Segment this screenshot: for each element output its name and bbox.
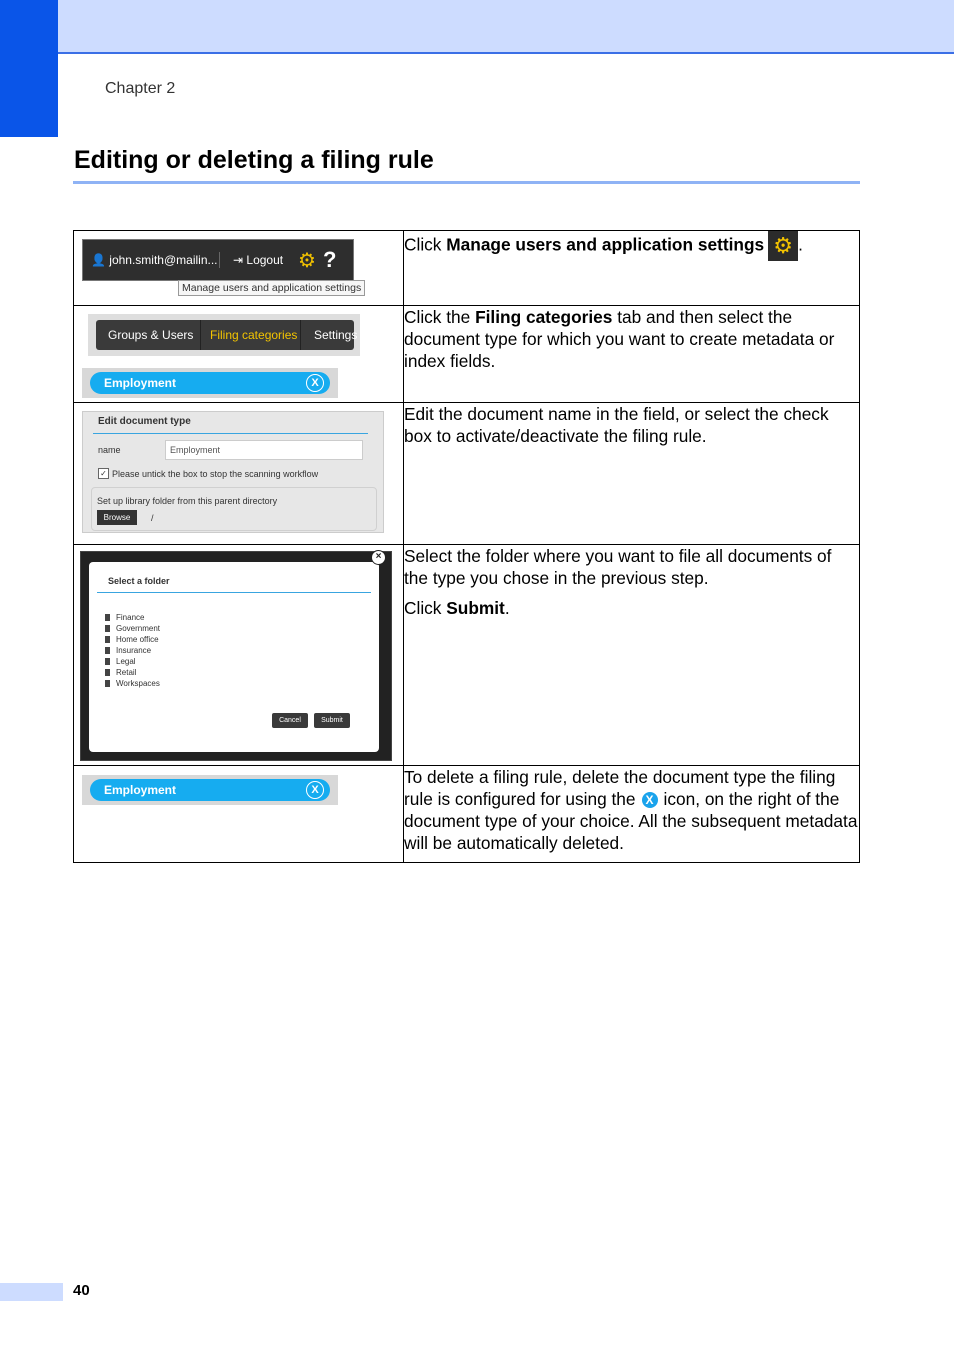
instruction-bold: Submit bbox=[446, 598, 505, 618]
document-type-row bbox=[82, 368, 338, 398]
step-screenshot bbox=[74, 231, 404, 306]
step-instruction bbox=[404, 766, 860, 863]
checkbox-label: Please untick the box to stop the scanning workflow bbox=[112, 469, 319, 479]
folder-icon bbox=[105, 636, 110, 643]
folder-item[interactable]: Legal bbox=[105, 657, 136, 666]
chapter-label: Chapter 2 bbox=[105, 80, 176, 97]
dialog-heading: Select a folder bbox=[108, 576, 170, 586]
logout-button[interactable]: ⇥ Logout bbox=[233, 253, 284, 267]
document-type-label: Employment bbox=[104, 783, 177, 797]
workspace-icon bbox=[105, 680, 110, 687]
folder-item[interactable]: Finance bbox=[105, 613, 144, 622]
name-value: Employment bbox=[170, 445, 221, 455]
header-band bbox=[0, 0, 954, 54]
instruction-text: To delete a filing rule, delete the document type the filing rule is configured for using the bbox=[404, 767, 836, 809]
step-screenshot bbox=[74, 306, 404, 403]
title-underline bbox=[73, 181, 860, 184]
tooltip: Manage users and application settings bbox=[178, 280, 365, 296]
delete-icon[interactable]: X bbox=[306, 781, 324, 799]
tab-bar bbox=[96, 320, 358, 350]
folder-icon bbox=[105, 647, 110, 654]
section-title: Editing or deleting a filing rule bbox=[74, 146, 434, 174]
instruction-text: . bbox=[798, 234, 803, 255]
account-toolbar bbox=[82, 239, 354, 281]
folder-item[interactable]: Retail bbox=[105, 668, 136, 677]
step-instruction bbox=[404, 403, 860, 545]
step-row bbox=[74, 306, 860, 403]
dialog-overlay bbox=[80, 551, 392, 761]
instruction-text: tab and then select the document type for which you want to create metadata or index fields. bbox=[404, 307, 835, 371]
library-label: Set up library folder from this parent directory bbox=[97, 496, 278, 506]
gear-icon[interactable]: ⚙ bbox=[298, 250, 316, 272]
name-input[interactable] bbox=[165, 440, 363, 460]
edit-document-type-panel bbox=[82, 411, 384, 533]
instruction-text: Select the folder where you want to file all documents of the type you chose in the previous step. bbox=[404, 546, 832, 588]
panel-heading: Edit document type bbox=[98, 416, 191, 427]
cancel-button[interactable]: Cancel bbox=[272, 713, 308, 728]
document-type-row bbox=[82, 775, 338, 805]
folder-item[interactable]: Workspaces bbox=[105, 679, 160, 688]
panel-rule bbox=[93, 433, 368, 434]
delete-icon: X bbox=[642, 792, 658, 808]
tabs-screenshot bbox=[88, 314, 360, 356]
select-folder-dialog bbox=[89, 562, 379, 752]
tab-divider bbox=[300, 320, 301, 350]
tab-settings[interactable]: Settings bbox=[314, 328, 358, 342]
step-row bbox=[74, 403, 860, 545]
instruction-text: Click the bbox=[404, 307, 476, 327]
folder-item[interactable]: Home office bbox=[105, 635, 159, 644]
toolbar-screenshot bbox=[82, 239, 364, 299]
tab-filing-categories[interactable]: Filing categories bbox=[210, 328, 298, 342]
folder-item[interactable]: Government bbox=[105, 624, 160, 633]
instruction-bold: Manage users and application settings bbox=[446, 234, 765, 255]
document-type-label: Employment bbox=[104, 376, 177, 390]
toolbar-divider bbox=[219, 252, 220, 268]
dialog-rule bbox=[97, 592, 371, 593]
instruction-bold: Filing categories bbox=[475, 307, 613, 327]
step-instruction bbox=[404, 545, 860, 766]
step-instruction bbox=[404, 306, 860, 403]
gear-icon: ⚙ bbox=[768, 231, 798, 261]
folder-icon bbox=[105, 669, 110, 676]
active-checkbox[interactable]: ✓ bbox=[98, 468, 109, 479]
folder-path: / bbox=[151, 513, 154, 523]
step-instruction bbox=[404, 231, 860, 306]
steps-table bbox=[73, 230, 860, 863]
folder-item[interactable]: Insurance bbox=[105, 646, 151, 655]
tab-groups-users[interactable]: Groups & Users bbox=[108, 328, 194, 342]
step-screenshot bbox=[74, 766, 404, 863]
user-label[interactable]: 👤 john.smith@mailin... bbox=[91, 253, 218, 267]
document-type-pill[interactable] bbox=[90, 372, 330, 394]
help-icon[interactable]: ? bbox=[323, 247, 337, 272]
tab-divider bbox=[200, 320, 201, 350]
folder-icon bbox=[105, 614, 110, 621]
submit-button[interactable]: Submit bbox=[314, 713, 350, 728]
document-type-pill[interactable] bbox=[90, 779, 330, 801]
step-screenshot bbox=[74, 545, 404, 766]
delete-icon[interactable]: X bbox=[306, 374, 324, 392]
instruction-text: Click Submit. bbox=[404, 598, 510, 618]
step-row bbox=[74, 545, 860, 766]
instruction-text: Edit the document name in the field, or select the check box to activate/deactivate the filing rule. bbox=[404, 404, 829, 446]
browse-button[interactable]: Browse bbox=[97, 510, 137, 525]
step-screenshot bbox=[74, 403, 404, 545]
instruction-text: icon, on the right of the document type of your choice. All the subsequent metadata will be automatically deleted. bbox=[404, 789, 858, 853]
footer-band bbox=[0, 1283, 63, 1301]
page-number: 40 bbox=[73, 1282, 90, 1299]
folder-icon bbox=[105, 658, 110, 665]
step-row bbox=[74, 231, 860, 306]
name-label: name bbox=[98, 445, 121, 455]
close-icon[interactable]: × bbox=[371, 550, 386, 565]
step-row bbox=[74, 766, 860, 863]
chapter-tab-marker bbox=[0, 0, 58, 137]
folder-icon bbox=[105, 625, 110, 632]
instruction-text: Click bbox=[404, 234, 447, 255]
